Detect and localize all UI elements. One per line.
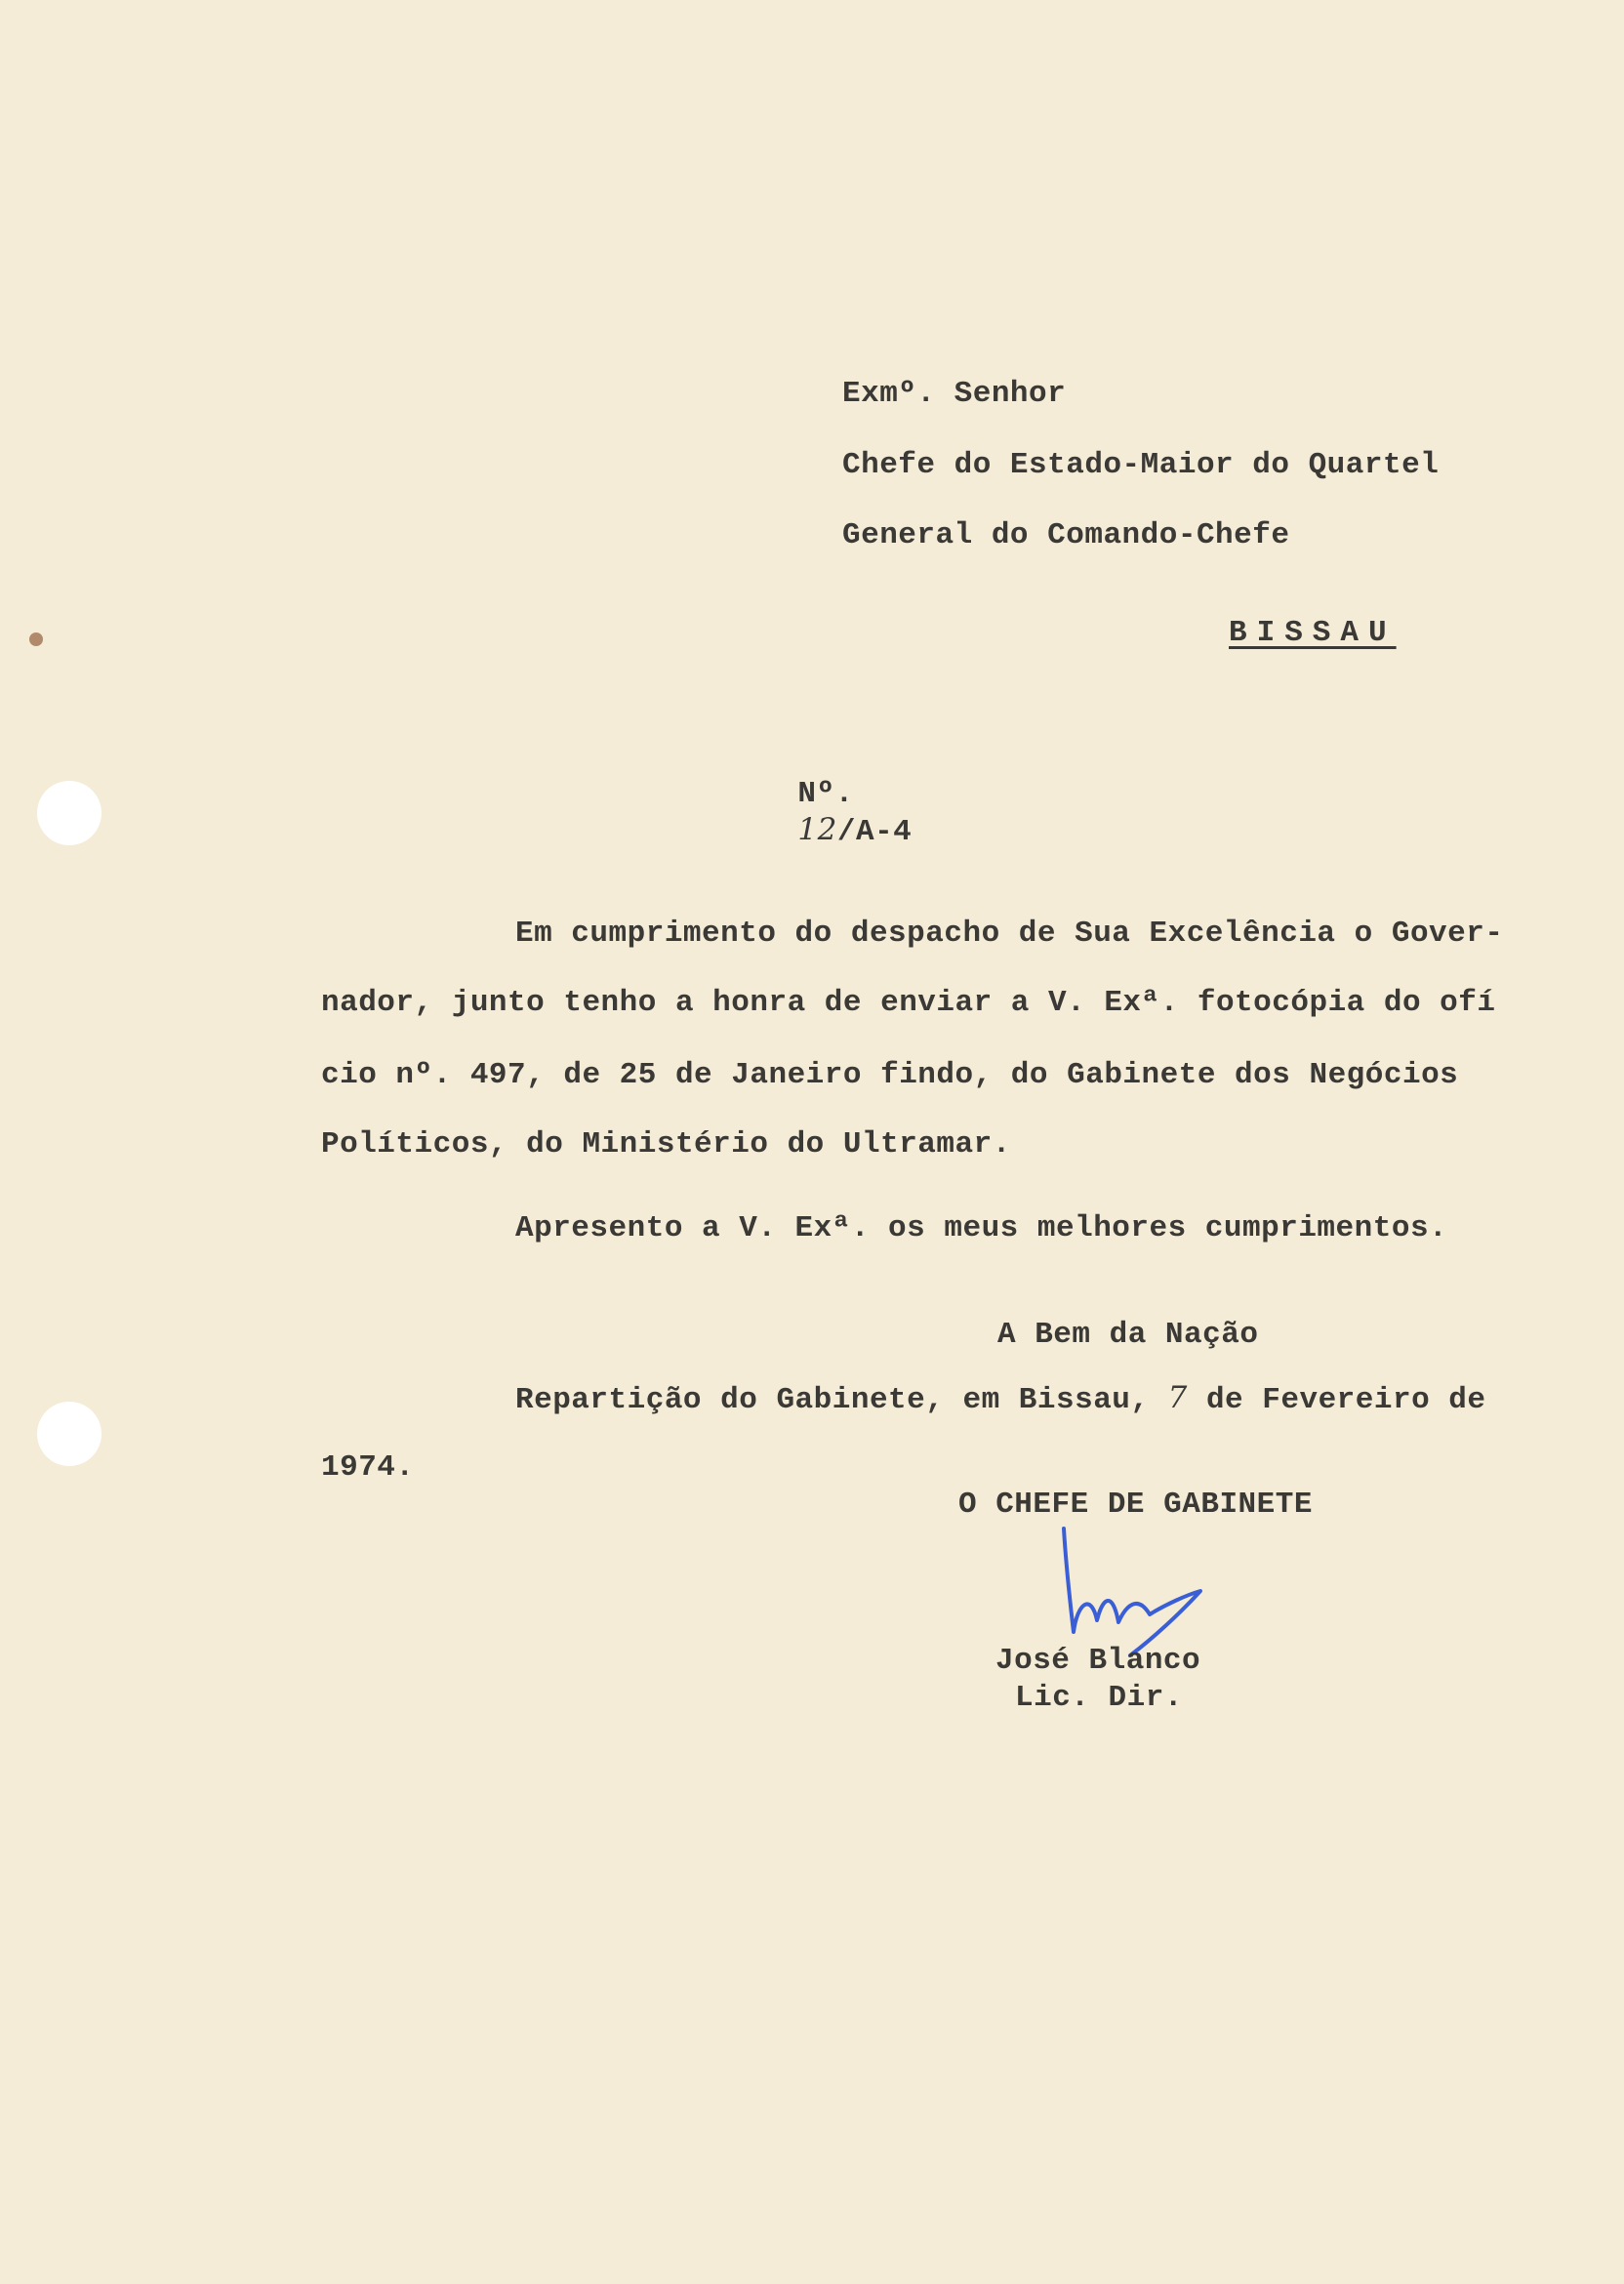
body-paragraph-2: Apresento a V. Exª. os meus melhores cumprimentos.: [515, 1211, 1448, 1245]
addressee-salutation: Exmº. Senhor: [842, 377, 1067, 411]
signature-image: [1044, 1523, 1220, 1659]
stain-mark: [29, 632, 43, 646]
addressee-line-1: Chefe do Estado-Maior do Quartel: [842, 448, 1440, 482]
punch-hole: [37, 1402, 102, 1466]
reference-handwritten-number: 12: [797, 812, 837, 847]
addressee-city: BISSAU: [1229, 616, 1397, 650]
signer-name: José Blanco: [995, 1644, 1201, 1678]
reference-number: [723, 742, 912, 885]
place-date-start: Repartição do Gabinete, em Bissau,: [515, 1383, 1168, 1417]
handwritten-day: 7: [1167, 1380, 1188, 1415]
body-line-3: cio nº. 497, de 25 de Janeiro findo, do Gabinete dos Negócios: [321, 1058, 1459, 1092]
closing-place-date: [515, 1380, 1486, 1418]
addressee-line-2: General do Comando-Chefe: [842, 518, 1290, 552]
closing-motto: A Bem da Nação: [997, 1318, 1259, 1352]
reference-suffix: /A-4: [836, 815, 913, 849]
place-date-end: de Fevereiro de: [1187, 1383, 1486, 1417]
reference-prefix: Nº.: [797, 777, 854, 811]
signer-title: O CHEFE DE GABINETE: [958, 1488, 1313, 1522]
body-line-1: Em cumprimento do despacho de Sua Excelência o Gover-: [515, 917, 1504, 951]
body-line-4: Políticos, do Ministério do Ultramar.: [321, 1127, 1011, 1162]
body-line-2: nador, junto tenho a honra de enviar a V. Exª. fotocópia do ofí: [321, 986, 1496, 1020]
signer-role: Lic. Dir.: [1015, 1681, 1183, 1715]
closing-year: 1974.: [321, 1450, 415, 1485]
punch-hole: [37, 781, 102, 845]
